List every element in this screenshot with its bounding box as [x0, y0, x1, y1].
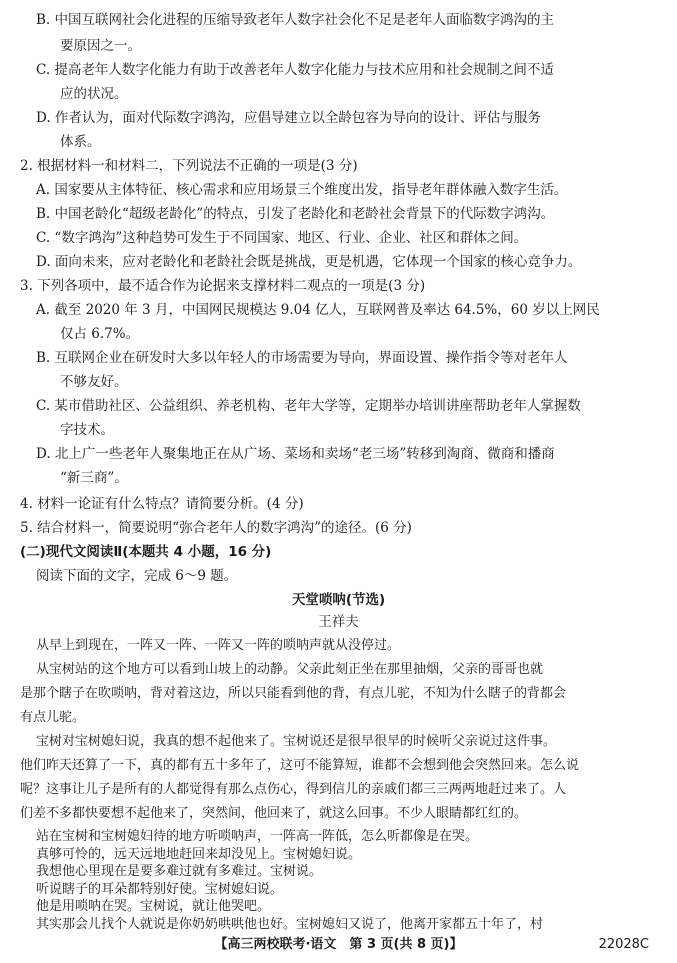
- section-instruction: 阅读下面的文字，完成 6～9 题。: [36, 568, 238, 584]
- q5-stem: 5. 结合材料一，简要说明“弥合老年人的数字鸿沟”的途径。(6 分): [20, 520, 412, 536]
- q3-option-c-line1: C. 某市借助社区、公益组织、养老机构、老年大学等，定期举办培训讲座帮助老年人掌握数: [36, 398, 581, 414]
- story-paragraph-2-line1: 从宝树站的这个地方可以看到山坡上的动静。父亲此刻正坐在那里抽烟，父亲的哥哥也就: [36, 662, 544, 677]
- footer-code: 22028C: [598, 937, 649, 952]
- q1-option-b-line1: B. 中国互联网社会化进程的压缩导致老年人数字社会化不足是老年人面临数字鸿沟的主: [36, 12, 555, 28]
- q3-option-b-line1: B. 互联网企业在研发时大多以年轻人的市场需要为导向，界面设置、操作指令等对老年人: [36, 350, 568, 366]
- story-paragraph-2-line2: 是那个瞎子在吹唢呐，背对着这边，所以只能看到他的背，有点儿驼，不知为什么瞎子的背都会: [20, 686, 567, 701]
- story-paragraph-8: 他是用唢呐在哭。宝树说，就让他哭吧。: [36, 899, 271, 914]
- story-paragraph-4: 站在宝树和宝树媳妇待的地方听唢呐声，一阵高一阵低，怎么听都像是在哭。: [36, 829, 479, 844]
- story-paragraph-3-line3: 呢？这事让儿子是所有的人都觉得有那么点伤心，得到信儿的亲戚们都三三两两地赶过来了。人: [20, 782, 567, 797]
- q1-option-d-line2: 体系。: [60, 134, 101, 150]
- q1-option-d-line1: D. 作者认为，面对代际数字鸿沟，应倡导建立以全龄包容为导向的设计、评估与服务: [36, 110, 541, 126]
- q3-option-d-line2: “新三商”。: [60, 470, 128, 486]
- q4-stem: 4. 材料一论证有什么特点？请简要分析。(4 分): [20, 496, 304, 512]
- q2-option-c: C. “数字鸿沟”这种趋势可发生于不同国家、地区、行业、企业、社区和群体之间。: [36, 230, 528, 246]
- q2-option-b: B. 中国老龄化“超级老龄化”的特点，引发了老龄化和老龄社会背景下的代际数字鸿沟。: [36, 206, 555, 222]
- q2-option-a: A. 国家要从主体特征、核心需求和应用场景三个维度出发，指导老年群体融入数字生活。: [36, 182, 568, 198]
- q3-option-c-line2: 字技术。: [60, 422, 114, 438]
- story-paragraph-3-line4: 们差不多都快要想不起他来了，突然间，他回来了，就这么回事。不少人眼睛都红红的。: [20, 806, 528, 821]
- q1-option-c-line2: 应的状况。: [60, 86, 128, 102]
- story-paragraph-6: 我想他心里现在是要多难过就有多难过。宝树说。: [36, 864, 323, 879]
- q3-option-a-line2: 仅占 6.7%。: [60, 326, 140, 342]
- story-paragraph-9: 其实那会儿找个人就说是你奶奶哄哄他也好。宝树媳妇又说了，他离开家都五十年了，村: [36, 916, 544, 932]
- q3-option-d-line1: D. 北上广一些老年人聚集地正在从广场、菜场和卖场“老三场”转移到淘商、微商和播商: [36, 446, 555, 462]
- q2-option-d: D. 面向未来，应对老龄化和老龄社会既是挑战，更是机遇，它体现一个国家的核心竞争力。: [36, 254, 582, 270]
- story-title: 天堂唢呐(节选): [291, 592, 386, 608]
- page-footer: [0, 934, 677, 956]
- section-heading: (二)现代文阅读Ⅱ(本题共 4 小题，16 分): [20, 544, 272, 560]
- story-paragraph-1: 从早上到现在，一阵又一阵、一阵又一阵的唢呐声就从没停过。: [36, 638, 401, 653]
- q2-stem: 2. 根据材料一和材料二，下列说法不正确的一项是(3 分): [20, 158, 358, 174]
- q1-option-c-line1: C. 提高老年人数字化能力有助于改善老年人数字化能力与技术应用和社会规制之间不适: [36, 62, 554, 78]
- story-paragraph-2-line3: 有点儿驼。: [20, 710, 86, 725]
- q3-option-a-line1: A. 截至 2020 年 3 月，中国网民规模达 9.04 亿人，互联网普及率达 64.5%，60 岁以上网民: [36, 302, 600, 318]
- story-paragraph-7: 听说瞎子的耳朵都特别好使。宝树媳妇说。: [36, 881, 284, 897]
- q3-option-b-line2: 不够友好。: [60, 374, 128, 390]
- q1-option-b-line2: 要原因之一。: [60, 38, 141, 54]
- story-paragraph-3-line1: 宝树对宝树媳妇说，我真的想不起他来了。宝树说还是很早很早的时候听父亲说过这件事。: [36, 734, 557, 749]
- story-paragraph-3-line2: 他们昨天还算了一下，真的都有五十多年了，这可不能算短，谁都不会想到他会突然回来。怎么说: [20, 758, 580, 773]
- q3-stem: 3. 下列各项中，最不适合作为论据来支撑材料二观点的一项是(3 分): [20, 278, 426, 294]
- story-paragraph-5: 真够可怜的，远天远地地赶回来却没见上。宝树媳妇说。: [36, 846, 362, 862]
- footer-label: 【高三两校联考·语文 第 3 页(共 8 页)】: [214, 937, 463, 952]
- story-author: 王祥夫: [318, 614, 359, 630]
